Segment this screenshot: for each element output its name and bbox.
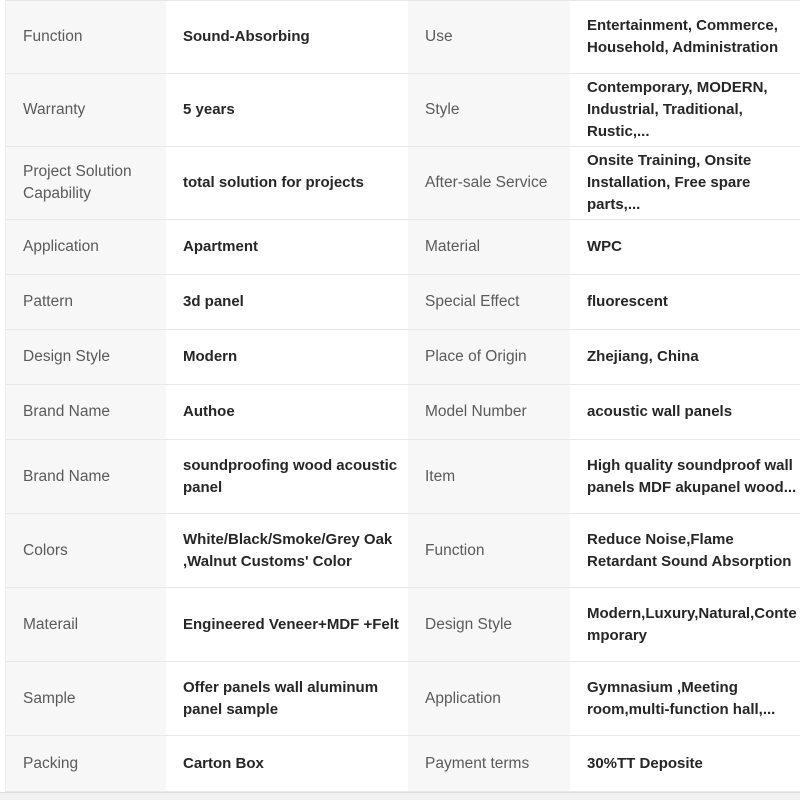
- spec-value: Carton Box: [166, 736, 408, 791]
- spec-value: Offer panels wall aluminum panel sample: [166, 662, 408, 735]
- spec-label: Design Style: [408, 588, 570, 661]
- spec-label: Brand Name: [6, 385, 166, 439]
- table-row: [6, 385, 800, 440]
- spec-label: Brand Name: [6, 440, 166, 513]
- spec-value: Contemporary, MODERN, Industrial, Traditional, Rustic,...: [570, 74, 800, 146]
- spec-value: Onsite Training, Onsite Installation, Free spare parts,...: [570, 147, 800, 219]
- spec-value: White/Black/Smoke/Grey Oak ,Walnut Customs' Color: [166, 514, 408, 587]
- spec-label: Application: [6, 220, 166, 274]
- spec-label: Application: [408, 662, 570, 735]
- table-row: [6, 662, 800, 736]
- spec-value: Zhejiang, China: [570, 330, 800, 384]
- spec-label: Design Style: [6, 330, 166, 384]
- spec-label: Sample: [6, 662, 166, 735]
- spec-value: total solution for projects: [166, 147, 408, 219]
- table-row: [6, 514, 800, 588]
- table-row: [6, 147, 800, 220]
- spec-value: 3d panel: [166, 275, 408, 329]
- spec-value: soundproofing wood acoustic panel: [166, 440, 408, 513]
- spec-value: Modern,Luxury,Natural,Contemporary: [570, 588, 800, 661]
- spec-label: Colors: [6, 514, 166, 587]
- spec-label: Item: [408, 440, 570, 513]
- spec-value: Engineered Veneer+MDF +Felt: [166, 588, 408, 661]
- spec-label: Place of Origin: [408, 330, 570, 384]
- table-row: [6, 220, 800, 275]
- spec-label: Use: [408, 1, 570, 73]
- table-row: [6, 440, 800, 514]
- section-divider: [0, 792, 800, 800]
- spec-value: Reduce Noise,Flame Retardant Sound Absorption: [570, 514, 800, 587]
- table-row: [6, 74, 800, 147]
- table-row: [6, 1, 800, 74]
- spec-value: fluorescent: [570, 275, 800, 329]
- table-row: [6, 588, 800, 662]
- spec-value: Modern: [166, 330, 408, 384]
- spec-value: Entertainment, Commerce, Household, Administration: [570, 1, 800, 73]
- spec-value: WPC: [570, 220, 800, 274]
- spec-label: Model Number: [408, 385, 570, 439]
- spec-label: Material: [408, 220, 570, 274]
- spec-label: Project Solution Capability: [6, 147, 166, 219]
- spec-label: Materail: [6, 588, 166, 661]
- spec-label: Payment terms: [408, 736, 570, 791]
- spec-value: acoustic wall panels: [570, 385, 800, 439]
- spec-value: 5 years: [166, 74, 408, 146]
- product-spec-table: [5, 0, 800, 792]
- spec-label: Special Effect: [408, 275, 570, 329]
- spec-value: Gymnasium ,Meeting room,multi-function hall,...: [570, 662, 800, 735]
- table-row: [6, 736, 800, 792]
- table-row: [6, 275, 800, 330]
- spec-label: Function: [6, 1, 166, 73]
- spec-value: High quality soundproof wall panels MDF akupanel wood...: [570, 440, 800, 513]
- spec-label: Pattern: [6, 275, 166, 329]
- spec-label: Function: [408, 514, 570, 587]
- table-row: [6, 330, 800, 385]
- spec-label: Packing: [6, 736, 166, 791]
- spec-label: After-sale Service: [408, 147, 570, 219]
- spec-value: Apartment: [166, 220, 408, 274]
- spec-value: Sound-Absorbing: [166, 1, 408, 73]
- spec-label: Warranty: [6, 74, 166, 146]
- spec-value: 30%TT Deposite: [570, 736, 800, 791]
- spec-label: Style: [408, 74, 570, 146]
- spec-value: Authoe: [166, 385, 408, 439]
